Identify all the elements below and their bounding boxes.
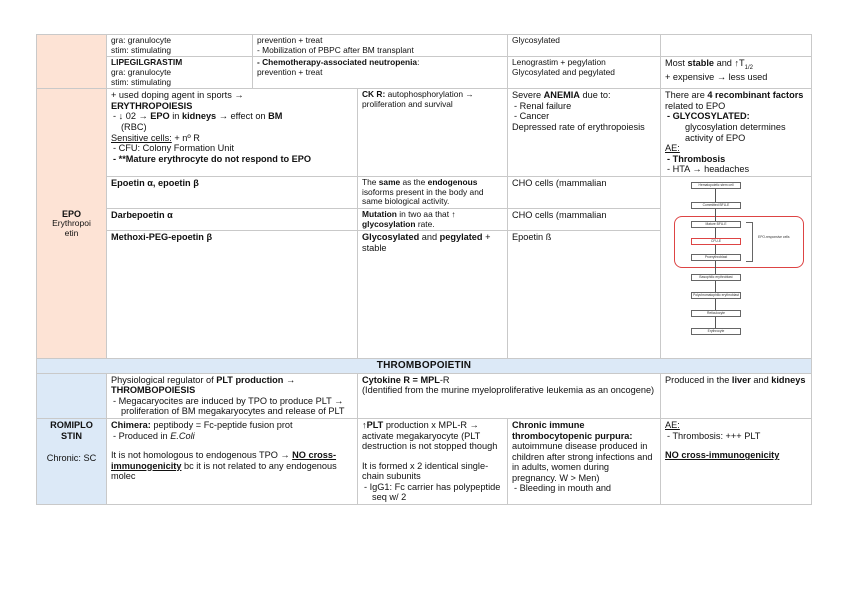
flowchart-arrow <box>715 261 716 274</box>
table-row <box>37 176 812 208</box>
table-row <box>37 57 812 89</box>
flowchart-arrow <box>715 189 716 202</box>
document-page <box>36 34 811 505</box>
flowchart-node: Proerythroblast <box>691 254 741 261</box>
flowchart-arrow <box>715 281 716 292</box>
flowchart-node: Reticulocyte <box>691 310 741 317</box>
category-cell <box>37 373 107 418</box>
description-cell: Mutation in two aa that ↑ glycosylation rate. <box>358 208 508 230</box>
flowchart-node: Committed BFU-E <box>691 202 741 209</box>
recombinant-cell: There are 4 recombinant factors related to EPO - GLYCOSYLATED: glycosylation determines activity of EPO AE: - Thrombosis - HTA → headaches <box>661 89 812 177</box>
drug-table <box>36 34 812 505</box>
cell-source-cell: CHO cells (mammalian <box>508 176 661 208</box>
erythropoiesis-flowchart <box>666 180 806 352</box>
description-cell: The same as the endogenous isoforms present in the body and same biological activity. <box>358 176 508 208</box>
romiplostin-label-cell: ROMIPLO STIN Chronic: SC <box>37 419 107 505</box>
flowchart-node: Mature BFU-E <box>691 221 741 228</box>
flowchart-node: Hematopoietic stem cell <box>691 182 741 189</box>
ck-receptor-cell: CK R: autophosphorylation → proliferation and survival <box>358 89 508 177</box>
flowchart-arrow <box>715 228 716 238</box>
epo-intro-cell: + used doping agent in sports → ERYTHROPOIESIS - ↓ 02 → EPO in kidneys → effect on BM (RBC) Sensitive cells: + nº R - CFU: Colony Formation Unit - **Mature erythrocyte do not respond to EPO <box>107 89 358 177</box>
cell-source-cell: CHO cells (mammalian <box>508 208 661 230</box>
structure-cell: Glycosylated <box>508 35 661 57</box>
drug-name-cell: Methoxi-PEG-epoetin β <box>107 231 358 359</box>
flowchart-node: Basophilic erythroblast <box>691 274 741 281</box>
section-title: THROMBOPOIETIN <box>37 359 812 374</box>
cell-source-cell: Epoetin ß <box>508 231 661 359</box>
section-header-row <box>37 359 812 374</box>
erythropoiesis-diagram-cell <box>661 176 812 358</box>
tpo-production-cell: Produced in the liver and kidneys <box>661 373 812 418</box>
category-cell <box>37 35 107 89</box>
structure-cell: Lenograstim + pegylation Glycosylated and pegylated <box>508 57 661 89</box>
table-row <box>37 419 812 505</box>
drug-name-cell: Epoetin α, epoetin β <box>107 176 358 208</box>
romiplostin-indication-cell: Chronic immune thrombocytopenic purpura: autoimmune disease produced in children after strong infections and in adults, women during pregnancy. W > Men) - Bleeding in mouth and <box>508 419 661 505</box>
tpo-physiology-cell: Physiological regulator of PLT production → THROMBOPOIESIS - Megacaryocites are induced by TPO to produce PLT → proliferation of BM megakaryocytes and release of PLT <box>107 373 358 418</box>
epo-label-cell: EPO Erythropoi etin <box>37 89 107 359</box>
flowchart-node: Polychromatophilic erythroblast <box>691 292 741 299</box>
indication-cell: - Chemotherapy-associated neutropenia: prevention + treat <box>253 57 508 89</box>
flowchart-side-label: EPO-responsive cells <box>758 234 790 239</box>
flowchart-arrow <box>715 209 716 221</box>
drug-name-cell: Darbepoetin α <box>107 208 358 230</box>
flowchart-bracket <box>746 222 753 262</box>
anemia-cell: Severe ANEMIA due to: - Renal failure - Cancer Depressed rate of erythropoiesis <box>508 89 661 177</box>
flowchart-arrow <box>715 317 716 328</box>
table-row <box>37 89 812 177</box>
table-row <box>37 35 812 57</box>
flowchart-node: Erythrocyte <box>691 328 741 335</box>
flowchart-arrow <box>715 245 716 254</box>
romiplostin-structure-cell: Chimera: peptibody = Fc-peptide fusion prot - Produced in E.Coli It is not homologous to endogenous TPO → NO cross-immunogenicity bc it is not related to any endogenous molec <box>107 419 358 505</box>
indication-cell: prevention + treat - Mobilization of PBPC after BM transplant <box>253 35 508 57</box>
notes-cell: Most stable and $↑T_{1/2}$ + expensive → less used <box>661 57 812 89</box>
flowchart-arrow <box>715 299 716 310</box>
drug-name-cell: LIPEGILGRASTIM gra: granulocyte stim: stimulating <box>107 57 253 89</box>
tpo-receptor-cell: Cytokine R = MPL-R (Identified from the murine myeloproliferative leukemia as an oncogene) <box>358 373 661 418</box>
notes-cell <box>661 35 812 57</box>
abbrev-cell: gra: granulocyte stim: stimulating <box>107 35 253 57</box>
flowchart-node: CFU-E <box>691 238 741 245</box>
description-cell: Glycosylated and pegylated + stable <box>358 231 508 359</box>
table-row <box>37 373 812 418</box>
romiplostin-mechanism-cell: ↑PLT production x MPL-R → activate megakaryocyte (PLT destruction is not stopped though It is formed x 2 identical single-chain subunits - IgG1: Fc carrier has polypeptide seq w/ 2 <box>358 419 508 505</box>
romiplostin-ae-cell: AE: - Thrombosis: +++ PLT NO cross-immunogenicity <box>661 419 812 505</box>
